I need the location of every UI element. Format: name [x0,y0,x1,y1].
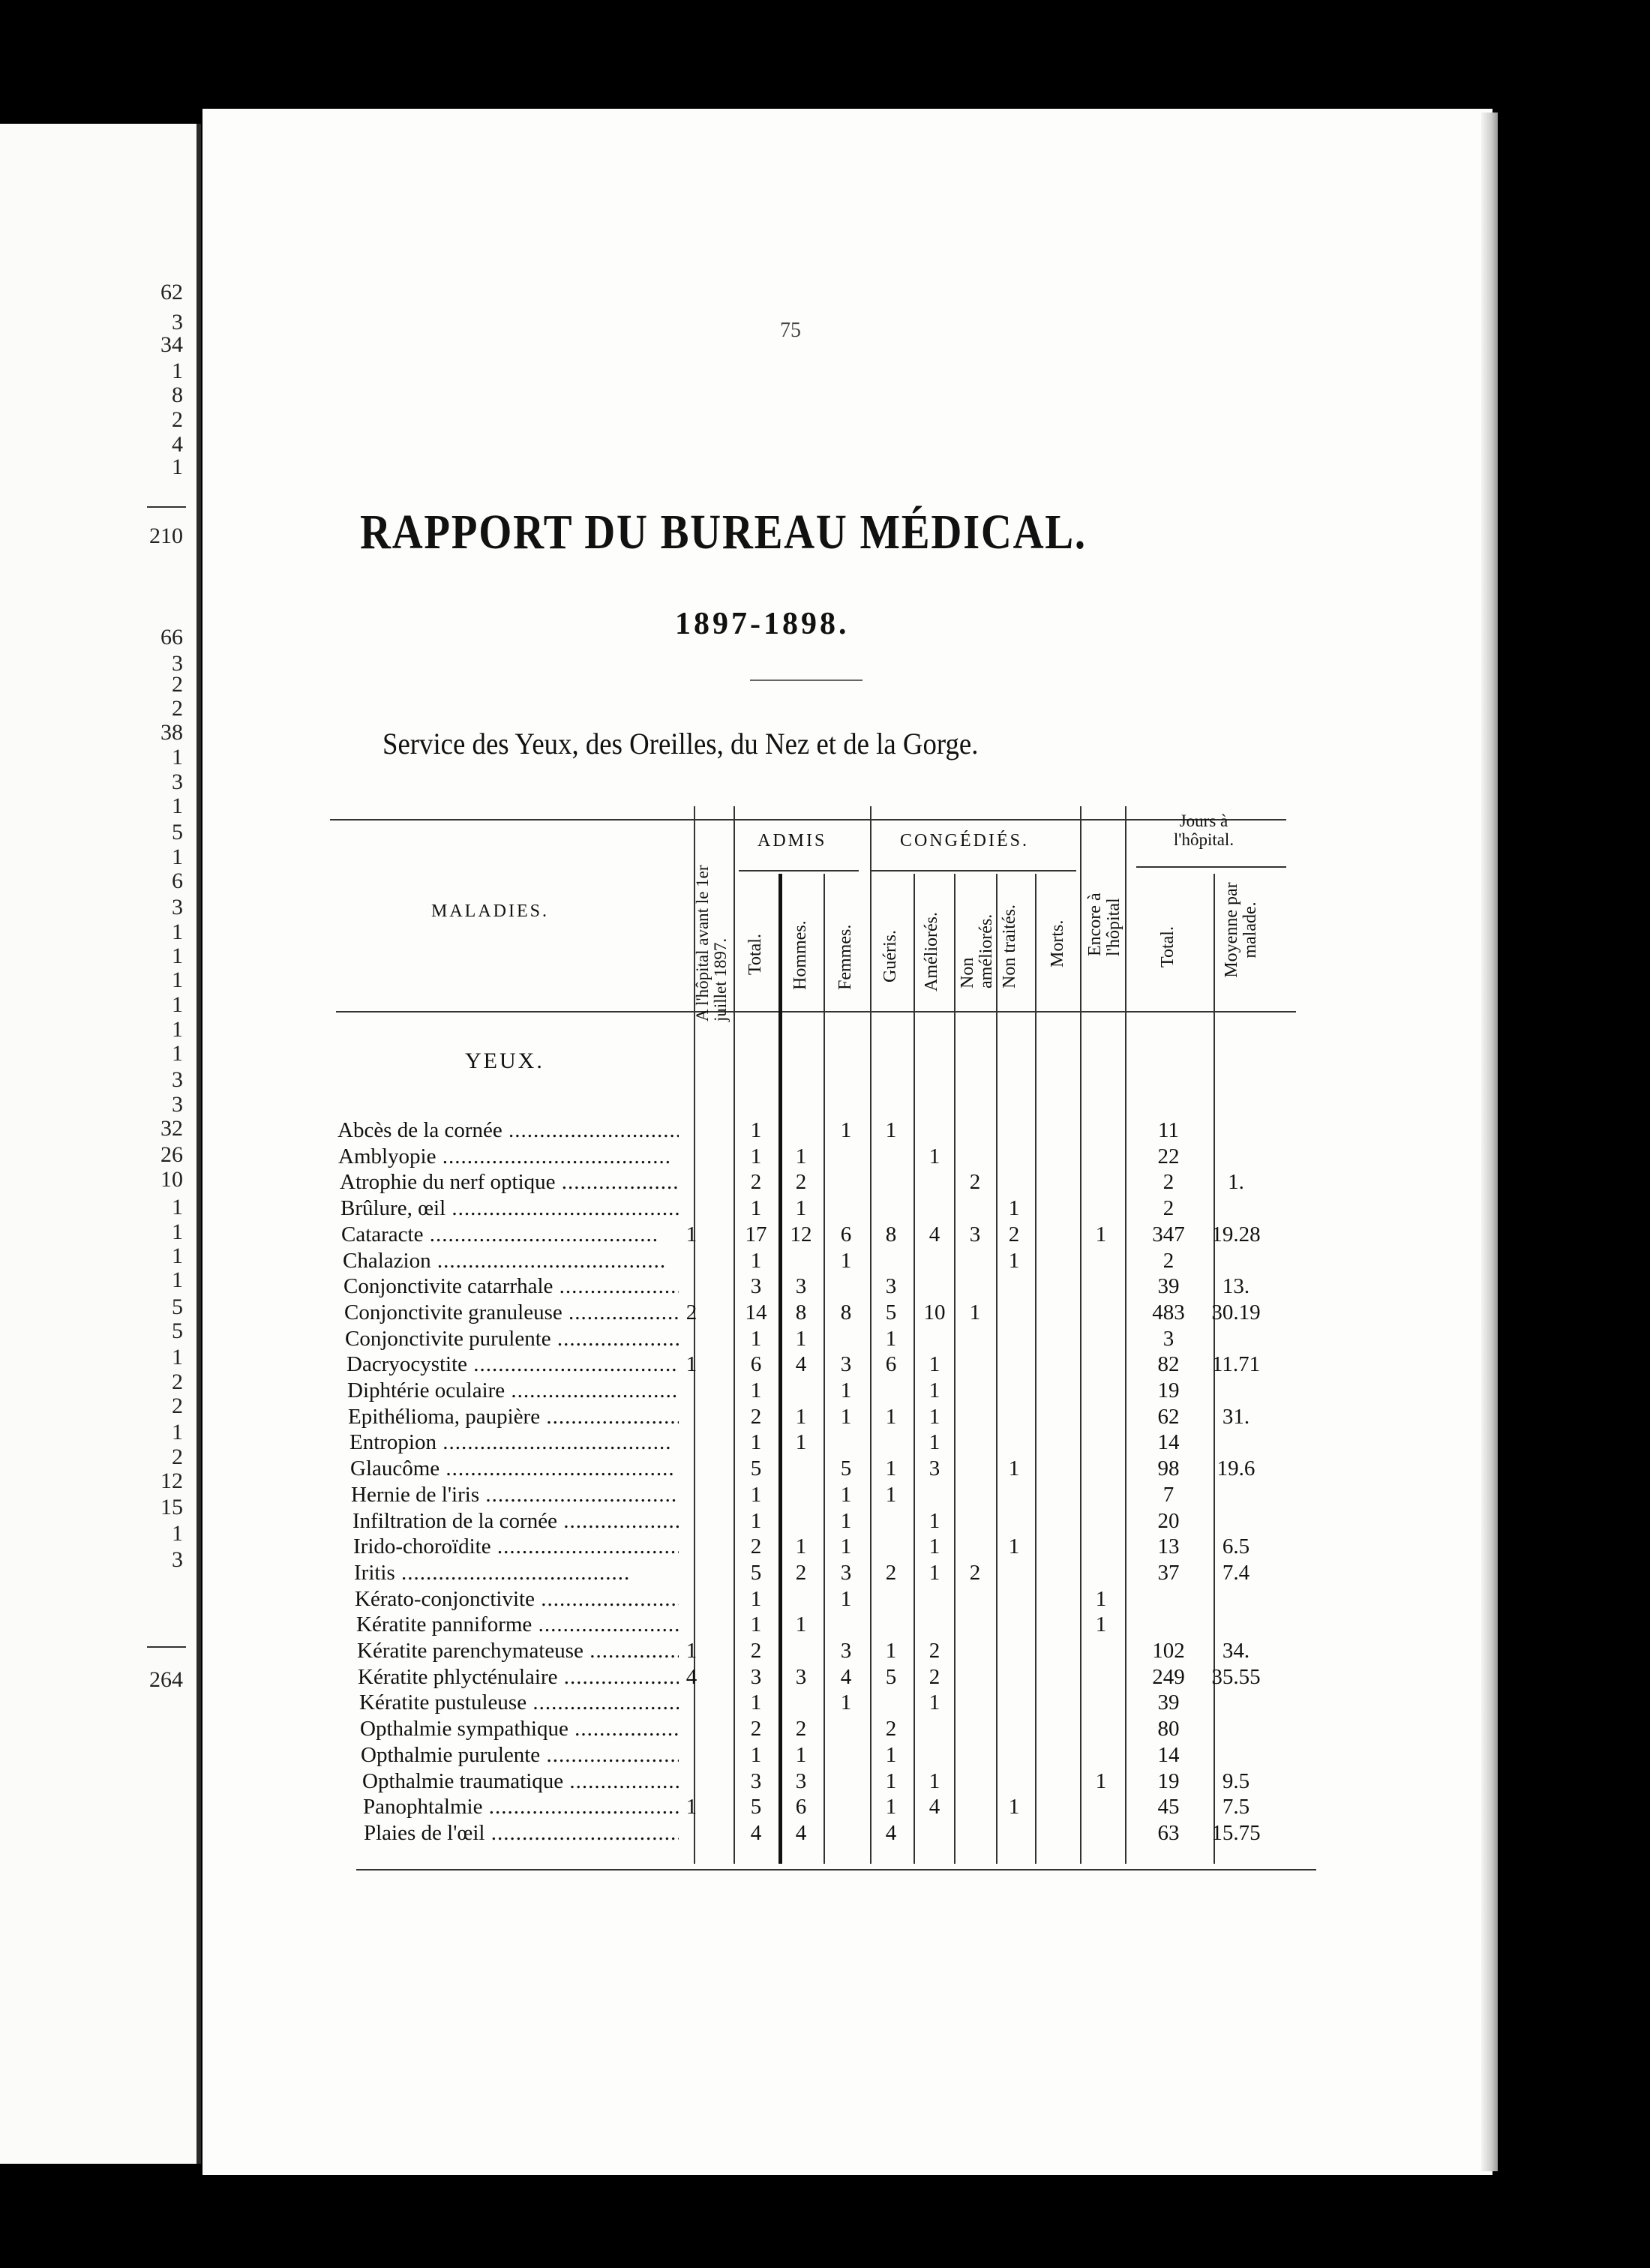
left-page-number: 2 [172,407,183,432]
jours-header-line1: Jours à [1179,812,1228,830]
cell-moyenne: 34. [1222,1639,1250,1663]
cell-ameliores: 1 [928,1430,940,1454]
title-divider [750,680,862,681]
cell-jours: 63 [1157,1821,1180,1845]
disease-name: Kérato-conjonctivite ..... [355,1586,679,1612]
cell-gueris: 1 [885,1118,897,1142]
cell-moyenne: 19.6 [1216,1456,1256,1480]
cell-total: 1 [750,1118,762,1142]
cell-total: 2 [750,1717,762,1741]
table-row [0,1638,1350,1664]
left-page-number: 1 [172,358,183,383]
cell-gueris: 3 [885,1274,897,1298]
table-row [0,1586,1350,1612]
table-row [0,1404,1350,1430]
disease-name: Irido-choroïdite ..... [353,1534,679,1559]
cell-total: 17 [745,1222,767,1246]
cell-femmes: 1 [840,1405,852,1429]
cell-jours: 39 [1157,1274,1180,1298]
left-page-number: 2 [172,1370,183,1394]
table-top-rule [330,819,1286,820]
cell-total: 4 [750,1821,762,1845]
congedies-group-rule [870,870,1076,872]
cell-total: 2 [750,1405,762,1429]
left-page-number: 26 [160,1142,183,1167]
left-page-sum-rule [147,506,186,508]
table-row [0,1482,1350,1508]
cell-ameliores: 1 [928,1534,940,1558]
table-row [0,1352,1350,1377]
cell-ameliores: 4 [928,1795,940,1819]
cell-total: 5 [750,1795,762,1819]
table-row [0,1222,1350,1247]
section-yeux: YEUX. [465,1048,544,1073]
left-page-number: 4 [172,432,183,457]
cell-moyenne: 13. [1222,1274,1250,1298]
cell-femmes: 1 [840,1118,852,1142]
cell-gueris: 8 [885,1222,897,1246]
cell-jours: 22 [1157,1144,1180,1168]
disease-name: Panophtalmie ..... [363,1794,679,1820]
cell-non-ameliores: 2 [969,1170,981,1194]
left-page-number: 3 [172,651,183,676]
cell-total: 1 [750,1327,762,1351]
cell-hommes: 1 [795,1196,807,1220]
cell-total: 3 [750,1274,762,1298]
table-row [0,1508,1350,1534]
disease-name: Chalazion ..... [343,1248,679,1274]
cell-ameliores: 1 [928,1144,940,1168]
cell-avant: 1 [686,1352,698,1376]
cell-total: 1 [750,1483,762,1507]
cell-hommes: 12 [790,1222,812,1246]
cell-moyenne: 1. [1228,1170,1244,1194]
cell-avant: 4 [686,1665,698,1689]
cell-ameliores: 2 [928,1639,940,1663]
col-head-hommes: Hommes. [790,920,810,990]
cell-moyenne: 30.19 [1211,1300,1261,1324]
table-row [0,1794,1350,1820]
cell-total: 14 [745,1300,767,1324]
left-page-number: 1 [172,454,183,479]
cell-gueris: 2 [885,1561,897,1585]
service-subtitle: Service des Yeux, des Oreilles, du Nez et de la Gorge. [382,727,979,760]
col-head-jours-total: Total. [1158,926,1178,968]
table-row [0,1118,1350,1143]
cell-total: 3 [750,1769,762,1793]
col-head-morts: Morts. [1048,920,1067,968]
cell-moyenne: 6.5 [1222,1534,1250,1558]
left-page-number: 8 [172,382,183,407]
left-page-number: 3 [172,1067,183,1092]
table-row [0,1326,1350,1352]
cell-gueris: 1 [885,1639,897,1663]
cell-gueris: 2 [885,1717,897,1741]
left-page-number: 1 [172,1244,183,1268]
cell-femmes: 1 [840,1690,852,1714]
cell-total: 1 [750,1249,762,1273]
left-page-number: 62 [160,280,183,304]
cell-femmes: 1 [840,1249,852,1273]
cell-ameliores: 4 [928,1222,940,1246]
cell-jours: 37 [1157,1561,1180,1585]
jours-header [1148,812,1260,850]
table-row [0,1664,1350,1690]
table-row [0,1196,1350,1221]
cell-encore: 1 [1095,1612,1107,1636]
cell-moyenne: 11.71 [1211,1352,1261,1376]
cell-femmes: 3 [840,1639,852,1663]
admis-header: ADMIS [758,831,827,850]
col-head-moyenne: Moyenne par malade. [1222,882,1261,978]
table-bottom-rule [356,1869,1316,1870]
admis-group-rule [739,870,859,872]
cell-moyenne: 19.28 [1211,1222,1261,1246]
cell-moyenne: 9.5 [1222,1769,1250,1793]
cell-hommes: 1 [795,1144,807,1168]
col-head-gueris: Guéris. [880,930,900,982]
left-page-number: 3 [172,770,183,794]
cell-non-traites: 2 [1008,1222,1020,1246]
cell-total: 2 [750,1534,762,1558]
cell-hommes: 3 [795,1769,807,1793]
left-page-number: 34 [160,332,183,357]
table-row [0,1430,1350,1455]
cell-total: 1 [750,1509,762,1533]
left-page-number: 1 [172,844,183,869]
cell-ameliores: 1 [928,1690,940,1714]
cell-jours: 347 [1152,1222,1185,1246]
cell-hommes: 4 [795,1352,807,1376]
page-number: 75 [780,319,801,342]
left-page-number: 1 [172,794,183,818]
disease-name: Amblyopie ..... [338,1144,679,1169]
cell-gueris: 1 [885,1456,897,1480]
table-row [0,1768,1350,1794]
cell-moyenne: 35.55 [1211,1665,1261,1689]
header-bottom-rule [336,1011,1296,1012]
left-page-number: 1 [172,1268,183,1292]
left-page-number: 2 [172,1394,183,1418]
col-head-avant: A l'hôpital avant le 1er juillet 1897. [693,865,730,1022]
left-page-number: 5 [172,1318,183,1343]
left-page-number: 15 [160,1495,183,1520]
table-row [0,1248,1350,1274]
table-row [0,1716,1350,1742]
cell-hommes: 1 [795,1743,807,1767]
left-page-number: 1 [172,992,183,1017]
left-page-number: 3 [172,1547,183,1572]
disease-name: Conjonctivite catarrhale ..... [344,1274,679,1299]
cell-non-traites: 1 [1008,1795,1020,1819]
cell-jours: 45 [1157,1795,1180,1819]
table-row [0,1300,1350,1325]
disease-name: Kératite phlycténulaire ..... [358,1664,679,1690]
col-head-femmes: Femmes. [836,924,855,990]
left-page-number: 2 [172,696,183,721]
cell-hommes: 1 [795,1430,807,1454]
cell-total: 2 [750,1170,762,1194]
table-row [0,1144,1350,1169]
cell-hommes: 3 [795,1274,807,1298]
cell-ameliores: 2 [928,1665,940,1689]
cell-hommes: 6 [795,1795,807,1819]
col-head-non-traites: Non traités. [1000,904,1019,988]
left-page-number: 1 [172,1420,183,1444]
cell-jours: 14 [1157,1743,1180,1767]
table-row [0,1456,1350,1481]
cell-hommes: 2 [795,1561,807,1585]
disease-name: Atrophie du nerf optique ..... [340,1169,679,1195]
cell-total: 1 [750,1144,762,1168]
cell-jours: 19 [1157,1378,1180,1402]
cell-gueris: 1 [885,1769,897,1793]
cell-hommes: 2 [795,1717,807,1741]
cell-ameliores: 3 [928,1456,940,1480]
cell-femmes: 1 [840,1483,852,1507]
cell-jours: 20 [1157,1509,1180,1533]
cell-jours: 39 [1157,1690,1180,1714]
disease-name: Epithélioma, paupière ..... [348,1404,679,1430]
disease-name: Opthalmie traumatique ..... [362,1768,679,1794]
cell-hommes: 3 [795,1665,807,1689]
cell-non-ameliores: 2 [969,1561,981,1585]
cell-jours: 483 [1152,1300,1185,1324]
cell-hommes: 1 [795,1612,807,1636]
congedies-header: CONGÉDIÉS. [900,831,1029,850]
cell-gueris: 1 [885,1327,897,1351]
cell-moyenne: 15.75 [1211,1821,1261,1845]
cell-jours: 19 [1157,1769,1180,1793]
cell-total: 1 [750,1612,762,1636]
table-row [0,1612,1350,1637]
table-row [0,1560,1350,1586]
cell-encore: 1 [1095,1587,1107,1611]
cell-jours: 2 [1162,1249,1174,1273]
cell-gueris: 1 [885,1795,897,1819]
table-row [0,1274,1350,1299]
cell-ameliores: 10 [923,1300,946,1324]
left-page-number: 38 [160,720,183,745]
cell-femmes: 4 [840,1665,852,1689]
cell-jours: 13 [1157,1534,1180,1558]
left-page-number: 1 [172,745,183,770]
cell-jours: 80 [1157,1717,1180,1741]
cell-gueris: 1 [885,1483,897,1507]
disease-name: Abcès de la cornée ..... [338,1118,679,1143]
cell-femmes: 1 [840,1587,852,1611]
left-page-number: 1 [172,1220,183,1244]
cell-ameliores: 1 [928,1509,940,1533]
disease-name: Kératite parenchymateuse ..... [357,1638,679,1664]
left-page-number: 1 [172,920,183,944]
cell-non-ameliores: 1 [969,1300,981,1324]
cell-jours: 14 [1157,1430,1180,1454]
cell-femmes: 5 [840,1456,852,1480]
left-page-number: 1 [172,1195,183,1220]
cell-ameliores: 1 [928,1378,940,1402]
left-page-number: 264 [149,1667,183,1692]
disease-name: Conjonctivite purulente ..... [345,1326,679,1352]
table-row [0,1820,1350,1846]
cell-jours: 82 [1157,1352,1180,1376]
disease-name: Opthalmie purulente ..... [361,1742,679,1768]
cell-avant: 1 [686,1639,698,1663]
disease-name: Entropion ..... [350,1430,679,1455]
cell-non-traites: 1 [1008,1456,1020,1480]
left-page-number: 1 [172,968,183,992]
cell-total: 1 [750,1690,762,1714]
disease-name: Brûlure, œil ..... [340,1196,679,1221]
cell-jours: 11 [1158,1118,1179,1142]
left-page-number: 1 [172,1017,183,1042]
cell-hommes: 4 [795,1821,807,1845]
col-head-encore: Encore à l'hôpital [1085,892,1124,956]
disease-name: Hernie de l'iris ..... [351,1482,679,1508]
cell-jours: 2 [1162,1196,1174,1220]
cell-jours: 249 [1152,1665,1185,1689]
disease-name: Opthalmie sympathique ..... [360,1716,679,1742]
cell-avant: 1 [686,1222,698,1246]
cell-gueris: 4 [885,1821,897,1845]
col-head-total: Total. [746,934,765,975]
cell-hommes: 2 [795,1170,807,1194]
table-row [0,1742,1350,1768]
cell-avant: 1 [686,1795,698,1819]
cell-femmes: 1 [840,1534,852,1558]
left-page-number: 66 [160,625,183,650]
cell-ameliores: 1 [928,1561,940,1585]
jours-group-rule [1136,866,1286,868]
cell-total: 1 [750,1378,762,1402]
cell-total: 1 [750,1196,762,1220]
left-page-number: 3 [172,310,183,334]
cell-hommes: 8 [795,1300,807,1324]
left-page-number: 12 [160,1468,183,1493]
cell-femmes: 1 [840,1378,852,1402]
left-page-number: 1 [172,1041,183,1066]
cell-gueris: 6 [885,1352,897,1376]
cell-ameliores: 1 [928,1352,940,1376]
disease-name: Kératite pustuleuse ..... [359,1690,679,1715]
table-row [0,1378,1350,1403]
left-page-number: 5 [172,1294,183,1319]
cell-total: 1 [750,1587,762,1611]
cell-encore: 1 [1095,1769,1107,1793]
left-page-number: 1 [172,1521,183,1546]
cell-encore: 1 [1095,1222,1107,1246]
cell-moyenne: 7.5 [1222,1795,1250,1819]
cell-gueris: 1 [885,1743,897,1767]
cell-jours: 102 [1152,1639,1185,1663]
cell-total: 2 [750,1639,762,1663]
left-page-number: 3 [172,895,183,920]
cell-total: 5 [750,1561,762,1585]
col-head-non-ameliores: Non améliorés. [958,914,997,988]
left-page-number: 1 [172,1345,183,1370]
cell-total: 3 [750,1665,762,1689]
cell-gueris: 5 [885,1300,897,1324]
left-page-number: 2 [172,672,183,697]
page-edge [1481,112,1498,2171]
cell-femmes: 1 [840,1509,852,1533]
disease-name: Glaucôme ..... [350,1456,679,1481]
report-title: RAPPORT DU BUREAU MÉDICAL. [360,505,1087,560]
disease-name: Dacryocystite ..... [346,1352,679,1377]
left-page-number: 3 [172,1092,183,1117]
cell-non-traites: 1 [1008,1196,1020,1220]
cell-ameliores: 1 [928,1405,940,1429]
cell-gueris: 5 [885,1665,897,1689]
cell-jours: 98 [1157,1456,1180,1480]
cell-total: 5 [750,1456,762,1480]
table-row [0,1169,1350,1195]
cell-jours: 62 [1157,1405,1180,1429]
table-row [0,1690,1350,1715]
disease-name: Iritis ..... [354,1560,679,1586]
disease-name: Infiltration de la cornée ..... [352,1508,679,1534]
cell-non-traites: 1 [1008,1249,1020,1273]
left-page-number: 10 [160,1167,183,1192]
left-page-number: 5 [172,820,183,844]
cell-total: 1 [750,1430,762,1454]
cell-non-ameliores: 3 [969,1222,981,1246]
cell-ameliores: 1 [928,1769,940,1793]
disease-name: Kératite panniforme ..... [356,1612,679,1637]
maladies-header: MALADIES. [431,902,549,921]
report-years: 1897-1898. [675,607,850,641]
jours-header-line2: l'hôpital. [1173,830,1234,850]
cell-femmes: 3 [840,1352,852,1376]
cell-femmes: 8 [840,1300,852,1324]
left-page-number: 1 [172,944,183,968]
cell-hommes: 1 [795,1327,807,1351]
cell-femmes: 6 [840,1222,852,1246]
cell-femmes: 3 [840,1561,852,1585]
cell-moyenne: 7.4 [1222,1561,1250,1585]
cell-non-traites: 1 [1008,1534,1020,1558]
disease-name: Diphtérie oculaire ..... [347,1378,679,1403]
cell-jours: 2 [1162,1170,1174,1194]
cell-hommes: 1 [795,1405,807,1429]
cell-gueris: 1 [885,1405,897,1429]
cell-jours: 7 [1162,1483,1174,1507]
cell-total: 6 [750,1352,762,1376]
disease-name: Cataracte ..... [341,1222,679,1247]
table-row [0,1534,1350,1559]
left-page-number: 32 [160,1116,183,1141]
cell-moyenne: 31. [1222,1405,1250,1429]
disease-name: Conjonctivite granuleuse ..... [344,1300,679,1325]
left-page-number: 2 [172,1444,183,1469]
col-head-ameliores: Améliorés. [922,912,941,992]
left-page-number: 210 [149,524,183,548]
cell-total: 1 [750,1743,762,1767]
cell-jours: 3 [1162,1327,1174,1351]
cell-avant: 2 [686,1300,698,1324]
left-page-number: 6 [172,868,183,893]
cell-hommes: 1 [795,1534,807,1558]
disease-name: Plaies de l'œil ..... [364,1820,679,1846]
